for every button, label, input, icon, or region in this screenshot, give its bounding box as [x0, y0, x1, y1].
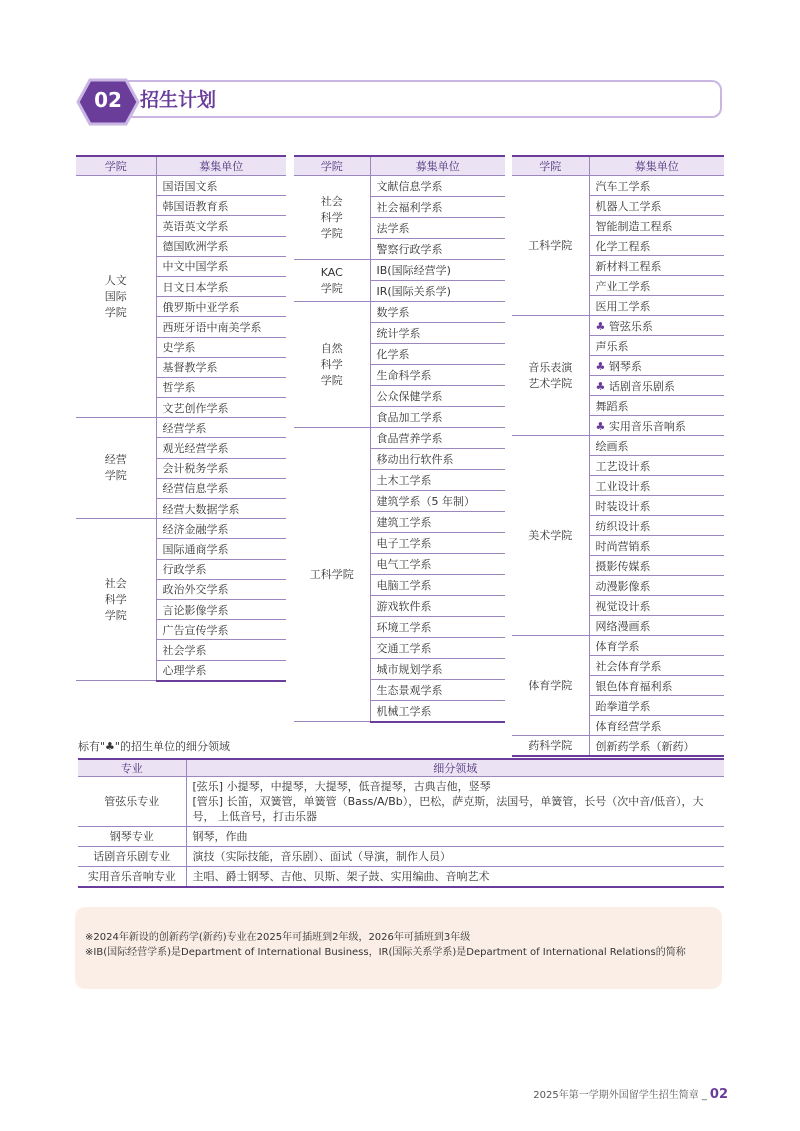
unit-name: 德国欧洲学系: [156, 236, 286, 256]
unit-name: 食品营养学系: [370, 428, 505, 449]
unit-name: 电子工学系: [370, 533, 505, 554]
table-row: [294, 428, 505, 449]
field-list: [186, 827, 724, 847]
unit-name: 体育经营学系: [589, 716, 724, 736]
college-name: 体育学院: [512, 636, 589, 736]
unit-name: 食品加工学系: [370, 407, 505, 428]
table-row: [294, 260, 505, 281]
header-fields: 细分领域: [186, 759, 724, 777]
unit-name: 基督教学系: [156, 357, 286, 377]
college-name: 音乐表演 艺术学院: [512, 316, 589, 436]
unit-name: 体育学系: [589, 636, 724, 656]
notes-box: [75, 907, 722, 989]
header-major: 专业: [78, 759, 186, 777]
unit-name: 医用工学系: [589, 296, 724, 316]
unit-name: 广告宣传学系: [156, 620, 286, 640]
unit-name: 动漫影像系: [589, 576, 724, 596]
unit-name: 政治外交学系: [156, 579, 286, 599]
unit-name: 建筑学系（5 年制）: [370, 491, 505, 512]
table-row: [294, 302, 505, 323]
unit-name: 建筑工学系: [370, 512, 505, 533]
detail-row: [78, 847, 724, 867]
unit-name: 国际通商学系: [156, 539, 286, 559]
table-row: [512, 316, 724, 336]
unit-name: 声乐系: [589, 336, 724, 356]
unit-name: 机器人工学系: [589, 196, 724, 216]
unit-name: 时尚营销系: [589, 536, 724, 556]
table-row: [512, 436, 724, 456]
unit-name: 绘画系: [589, 436, 724, 456]
field-line: [管乐] 长笛，双簧管，单簧管（Bass/A/Bb），巴松，萨克斯，法国号，单簧管，长号（次中音/低音），大号， 上低音号，打击乐器: [192, 795, 704, 823]
table-row: [76, 418, 286, 438]
unit-name: 跆拳道学系: [589, 696, 724, 716]
detail-row: [78, 827, 724, 847]
unit-name: 舞蹈系: [589, 396, 724, 416]
unit-name: 城市规划学系: [370, 659, 505, 680]
table-row: [512, 636, 724, 656]
club-icon: ♣: [595, 419, 606, 433]
unit-name: 移动出行软件系: [370, 449, 505, 470]
unit-name: 心理学系: [156, 660, 286, 681]
club-icon: ♣: [595, 359, 606, 373]
college-name: 社会 科学 学院: [294, 176, 370, 260]
unit-name: ♣ 实用音乐音响系: [589, 416, 724, 436]
unit-name: 行政学系: [156, 559, 286, 579]
unit-name: ♣ 钢琴系: [589, 356, 724, 376]
unit-name: 经营大数据学系: [156, 499, 286, 519]
unit-name: 交通工学系: [370, 638, 505, 659]
unit-name: 经营学系: [156, 418, 286, 438]
unit-name: 网络漫画系: [589, 616, 724, 636]
field-list: [186, 777, 724, 827]
unit-name: 时装设计系: [589, 496, 724, 516]
college-name: 工科学院: [294, 428, 370, 722]
detail-row: [78, 867, 724, 888]
unit-name: 哲学系: [156, 377, 286, 397]
note-1: ※2024年新设的创新药学(新药)专业在2025年可插班到2年级，2026年可插班到3年级: [85, 932, 471, 943]
unit-name: 法学系: [370, 218, 505, 239]
unit-name: 文艺创作学系: [156, 398, 286, 418]
unit-name: 俄罗斯中亚学系: [156, 297, 286, 317]
club-icon: ♣: [595, 319, 606, 333]
unit-name: 社会学系: [156, 640, 286, 660]
major-name: 话剧音乐剧专业: [78, 847, 186, 867]
college-name: 美术学院: [512, 436, 589, 636]
unit-name: 纺织设计系: [589, 516, 724, 536]
section-title: 招生计划: [140, 89, 217, 111]
unit-name: 社会福利学系: [370, 197, 505, 218]
unit-name: 环境工学系: [370, 617, 505, 638]
college-name: 工科学院: [512, 176, 589, 316]
unit-name: 英语英文学系: [156, 216, 286, 236]
unit-name: 中文中国学系: [156, 256, 286, 276]
field-list: [186, 867, 724, 888]
field-line: 主唱、爵士钢琴、吉他、贝斯、架子鼓、实用编曲、音响艺术: [192, 870, 490, 883]
unit-name: 银色体育福利系: [589, 676, 724, 696]
unit-name: 智能制造工程系: [589, 216, 724, 236]
page-footer: [533, 1086, 728, 1102]
header-college: 学院: [512, 156, 589, 176]
college-name: 自然 科学 学院: [294, 302, 370, 428]
college-name: 经营 学院: [76, 418, 156, 519]
college-name: 药科学院: [512, 736, 589, 757]
unit-name: 国语国文系: [156, 176, 286, 196]
major-name: 管弦乐专业: [78, 777, 186, 827]
unit-name: 电脑工学系: [370, 575, 505, 596]
admission-table-1: [76, 155, 286, 682]
unit-name: 公众保健学系: [370, 386, 505, 407]
table-row: [294, 176, 505, 197]
unit-name: 机械工学系: [370, 701, 505, 722]
unit-name: ♣ 管弦乐系: [589, 316, 724, 336]
field-line: 演技（实际技能，音乐剧）、面试（导演，制作人员）: [192, 850, 451, 863]
college-name: 社会 科学 学院: [76, 519, 156, 681]
detail-row: [78, 777, 724, 827]
table-row: [76, 176, 286, 196]
note-2: ※IB(国际经营学系)是Department of International Business，IR(国际关系学系)是Department of International Relations的简称: [85, 947, 686, 958]
major-detail-table: [78, 758, 724, 888]
footer-text: 2025年第一学期外国留学生招生简章 _: [533, 1090, 707, 1101]
header-unit: 募集单位: [589, 156, 724, 176]
unit-name: 创新药学系（新药）: [589, 736, 724, 757]
unit-name: 统计学系: [370, 323, 505, 344]
unit-name: 化学工程系: [589, 236, 724, 256]
club-note-label: 标有"♣"的招生单位的细分领域: [78, 740, 230, 753]
unit-name: 产业工学系: [589, 276, 724, 296]
unit-name: 汽车工学系: [589, 176, 724, 196]
table-row: [512, 176, 724, 196]
field-line: 钢琴，作曲: [192, 830, 248, 843]
unit-name: 游戏软件系: [370, 596, 505, 617]
unit-name: 数学系: [370, 302, 505, 323]
unit-name: 新材料工程系: [589, 256, 724, 276]
major-name: 钢琴专业: [78, 827, 186, 847]
unit-name: ♣ 话剧音乐剧系: [589, 376, 724, 396]
section-number: 02: [94, 88, 122, 112]
college-name: KAC 学院: [294, 260, 370, 302]
unit-name: 文献信息学系: [370, 176, 505, 197]
field-list: [186, 847, 724, 867]
table-row: [512, 736, 724, 757]
header-unit: 募集单位: [370, 156, 505, 176]
header-college: 学院: [294, 156, 370, 176]
unit-name: 生态景观学系: [370, 680, 505, 701]
unit-name: 西班牙语中南美学系: [156, 317, 286, 337]
table-row: [76, 519, 286, 539]
unit-name: 视觉设计系: [589, 596, 724, 616]
header-unit: 募集单位: [156, 156, 286, 176]
unit-name: 韩国语教育系: [156, 196, 286, 216]
unit-name: 生命科学系: [370, 365, 505, 386]
unit-name: 工艺设计系: [589, 456, 724, 476]
admission-table-2: [294, 155, 505, 723]
page-number: 02: [709, 1087, 728, 1102]
major-name: 实用音乐音响专业: [78, 867, 186, 888]
unit-name: 工业设计系: [589, 476, 724, 496]
unit-name: 经营信息学系: [156, 478, 286, 498]
unit-name: 经济金融学系: [156, 519, 286, 539]
unit-name: 摄影传媒系: [589, 556, 724, 576]
unit-name: 社会体育学系: [589, 656, 724, 676]
unit-name: 言论影像学系: [156, 599, 286, 619]
unit-name: 电气工学系: [370, 554, 505, 575]
unit-name: 化学系: [370, 344, 505, 365]
unit-name: 警察行政学系: [370, 239, 505, 260]
unit-name: 史学系: [156, 337, 286, 357]
unit-name: IB(国际经营学): [370, 260, 505, 281]
unit-name: 日文日本学系: [156, 276, 286, 296]
college-name: 人文 国际 学院: [76, 176, 156, 418]
unit-name: 会计税务学系: [156, 458, 286, 478]
club-icon: ♣: [595, 379, 606, 393]
unit-name: 观光经营学系: [156, 438, 286, 458]
unit-name: 土木工学系: [370, 470, 505, 491]
admission-table-3: [512, 155, 724, 757]
field-line: [弦乐] 小提琴，中提琴，大提琴，低音提琴，古典吉他，竖琴: [192, 780, 491, 793]
header-college: 学院: [76, 156, 156, 176]
unit-name: IR(国际关系学): [370, 281, 505, 302]
